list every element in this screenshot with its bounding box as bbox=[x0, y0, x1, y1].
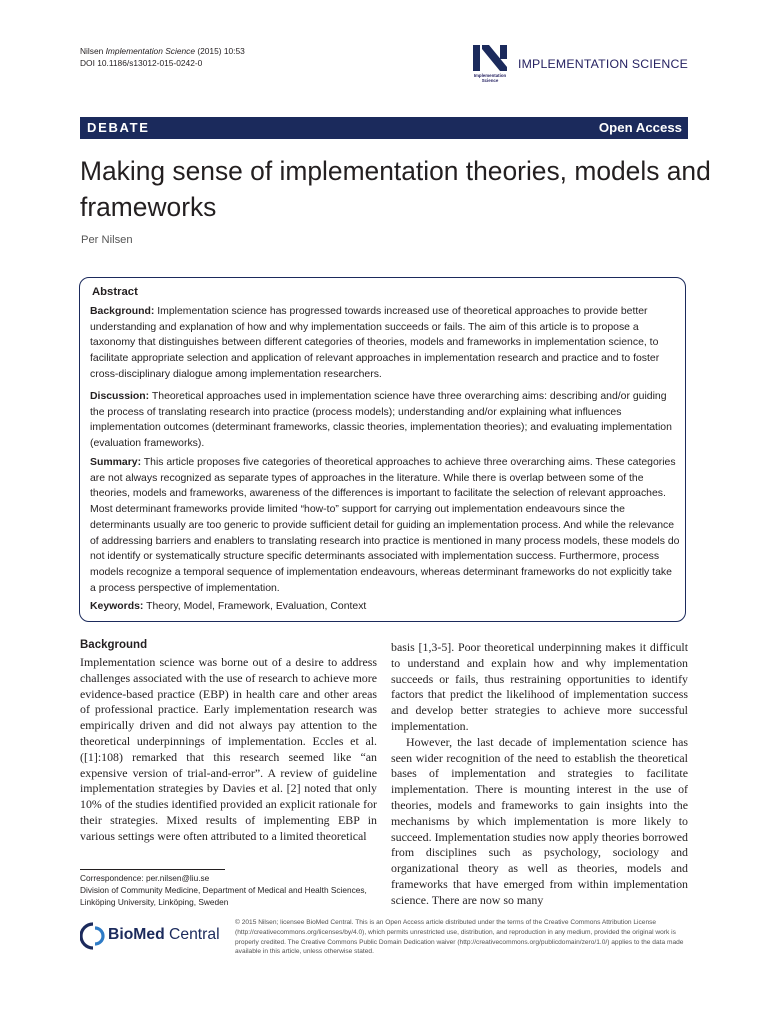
biomed-central-wordmark: BioMed Central bbox=[108, 926, 220, 943]
article-type-banner bbox=[80, 117, 688, 139]
section-heading: Background bbox=[80, 639, 148, 651]
footnote bbox=[80, 873, 377, 908]
implementation-science-logo-icon bbox=[470, 43, 510, 73]
abstract-discussion-label: Discussion: bbox=[90, 391, 150, 402]
biomed-central-logo-icon bbox=[80, 921, 106, 951]
body-paragraph: Implementation science was borne out of a desire to address challenges associated with the use of research to achieve more evidence-based practice (EBP) in health care and other areas of professional practice. Early implementation research was empirically driven and did not always pay attention to the theoretical underpinnings of implementation. Eccles et al. ([1]:108) remarked that this research seemed like “an expensive version of trial-and-error”. A review of guideline implementation strategies by Davies et al. [2] noted that only 10% of the studies identified provided an explicit rationale for their strategies. Mixed results of implementing EBP in various settings were often attributed to a limited theoretical bbox=[80, 655, 377, 843]
author-affiliation: Division of Community Medicine, Department of Medical and Health Sciences, Linköping University, Linköping, Sweden bbox=[80, 884, 367, 907]
abstract-background-text: Implementation science has progressed towards increased use of theoretical approaches to provide better understanding and explanation of how and why implementation succeeds or fails. The aim of this article is to propose a taxonomy that distinguishes between different categories of theories, models and frameworks in implementation science, to facilitate appropriate selection and application of relevant approaches in implementation research and practice and to foster cross-disciplinary dialogue among implementation researchers. bbox=[90, 306, 660, 380]
body-column-right bbox=[391, 640, 688, 909]
abstract-keywords bbox=[90, 599, 680, 615]
citation-header bbox=[80, 45, 245, 70]
abstract-summary bbox=[90, 455, 680, 596]
abstract-discussion bbox=[90, 389, 680, 453]
citation-line: Nilsen Implementation Science (2015) 10:53 bbox=[80, 46, 245, 56]
body-paragraph: However, the last decade of implementation science has seen wider recognition of the need to establish the theoretical bases of implementation and strategies to facilitate implementation. There is mounting interest in the use of theories, models and frameworks to gain insights into the mechanisms by which implementation is more likely to succeed. Implementation studies now apply theories borrowed from disciplines such as psychology, sociology and organizational theory as well as theories, models and frameworks that have emerged from within implementation science. There are now so many bbox=[391, 734, 688, 907]
biomed-central-logo bbox=[80, 921, 230, 951]
journal-name: IMPLEMENTATION SCIENCE bbox=[518, 57, 688, 71]
article-author: Per Nilsen bbox=[81, 234, 133, 246]
journal-logo-subtitle: Implementation Science bbox=[473, 73, 507, 83]
open-access-label: Open Access bbox=[598, 120, 682, 135]
abstract-heading: Abstract bbox=[92, 286, 138, 298]
abstract-background-label: Background: bbox=[90, 306, 155, 317]
doi-text: DOI 10.1186/s13012-015-0242-0 bbox=[80, 58, 203, 69]
citation-journal: Implementation Science bbox=[105, 46, 195, 56]
article-title: Making sense of implementation theories, models and frameworks bbox=[80, 156, 711, 222]
keywords-text: Theory, Model, Framework, Evaluation, Context bbox=[143, 601, 367, 612]
keywords-label: Keywords: bbox=[90, 601, 144, 612]
body-column-left bbox=[80, 655, 377, 845]
article-type-label: DEBATE bbox=[87, 120, 150, 135]
license-text: © 2015 Nilsen; licensee BioMed Central. This is an Open Access article distributed under the terms of the Creative Commons Attribution License (http://creativecommons.org/licenses/by/4.0), which permits unrestricted use, distribution, and reproduction in any medium, provided the original work is properly credited. The Creative Commons Public Domain Dedication waiver (http://creativecommons.org/publicdomain/zero/1.0/) applies to the data made available in this article, unless otherwise stated. bbox=[235, 919, 684, 956]
body-paragraph: basis [1,3-5]. Poor theoretical underpinning makes it difficult to understand and explain how and why implementation succeeds or fails, thus restraining opportunities to identify factors that predict the likelihood of implementation success and develop better strategies to achieve more successful implementation. bbox=[391, 640, 688, 733]
abstract-summary-text: This article proposes five categories of theoretical approaches to achieve three overarching aims. These categories are not always recognized as separate types of approaches in the literature. While there is overlap between some of the theories, models and frameworks, awareness of the differences is important to facilitate the selection of relevant approaches. Most determinant frameworks provide limited “how-to” support for carrying out implementation endeavours since the determinants usually are too generic to provide sufficient detail for guiding an implementation process. And while the relevance of addressing barriers and enablers to translating research into practice is mentioned in many process models, these models do not identify or systematically structure specific determinants associated with implementation success. Furthermore, process models recognize a temporal sequence of implementation endeavours, whereas determinant frameworks do not explicitly take a process perspective of implementation. bbox=[90, 457, 680, 594]
abstract-summary-label: Summary: bbox=[90, 457, 142, 468]
abstract-discussion-text: Theoretical approaches used in implementation science have three overarching aims: describing and/or guiding the process of translating research into practice (process models); understanding and/or explaining what influences implementation outcomes (determinant frameworks, classic theories, implementation theories); and evaluating implementation (evaluation frameworks). bbox=[90, 391, 672, 450]
footnote-divider bbox=[80, 869, 225, 870]
correspondence-email: Correspondence: per.nilsen@liu.se bbox=[80, 873, 210, 883]
journal-logo bbox=[470, 43, 768, 88]
abstract-background bbox=[90, 304, 680, 384]
